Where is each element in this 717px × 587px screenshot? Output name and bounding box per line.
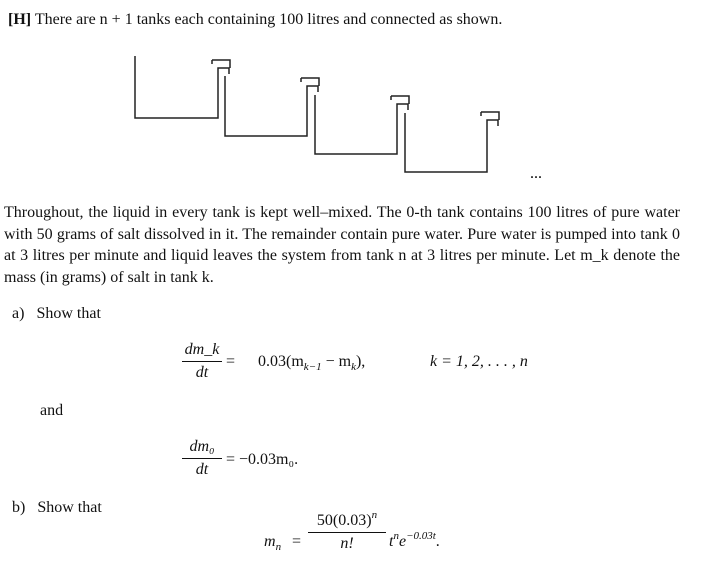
- eq3-tail: [389, 530, 440, 551]
- eq1-rhs-sub1: k−1: [303, 361, 322, 373]
- and-text: and: [40, 402, 64, 419]
- pipe-2: [391, 96, 409, 104]
- part-b-heading: [12, 499, 102, 517]
- eq1-equals: =: [226, 353, 236, 370]
- eq1-fraction: [182, 341, 222, 382]
- diagram-ellipsis: ...: [530, 165, 542, 182]
- eq3-lhs: [264, 533, 281, 551]
- problem-paragraph: [4, 202, 680, 288]
- paragraph-text: Throughout, the liquid in every tank is kept well–mixed. The 0-th tank contains 100 litres of pure water with 50 grams of salt dissolved in it. The remainder contain pure water. Pure water is pumped into tank 0 at 3 litres per minute and liquid leaves the system from tank n at 3 litres per minute. Let m_k denote the mass (in grams) of salt in tank k.: [4, 204, 680, 286]
- eq3-e-sup: −0.03t: [406, 530, 436, 542]
- problem-label: [H]: [8, 11, 32, 28]
- eq1-rhs-sub2: k: [351, 361, 356, 373]
- eq1-rhs-end: ),: [355, 353, 366, 370]
- eq3-e: e: [398, 533, 407, 550]
- eq3-num-base: 50(0.03): [316, 512, 372, 529]
- eq3-t-sup: n: [393, 530, 399, 542]
- eq2-fraction: [182, 438, 222, 479]
- eq1-rhs-coef: 0.03(m: [258, 353, 304, 370]
- eq2-rhs: = −0.03m₀.: [226, 451, 299, 468]
- eq1-numerator: dm_k: [182, 341, 222, 362]
- eq2-denominator: dt: [195, 461, 209, 478]
- eq3-numerator: [308, 509, 386, 533]
- part-b-text: Show that: [37, 499, 102, 516]
- tank-0: [135, 56, 229, 118]
- pipe-0: [212, 60, 230, 68]
- eq3-lhs-sub: n: [275, 541, 282, 553]
- eq3-denominator: n!: [340, 535, 354, 552]
- eq3-t: t: [389, 533, 394, 550]
- pipe-3: [481, 112, 499, 120]
- eq3-end: .: [435, 533, 440, 550]
- part-a-label: a): [12, 305, 25, 322]
- eq1-denominator: dt: [195, 364, 209, 381]
- tank-diagram: [0, 0, 717, 200]
- eq1-rhs-mid: − m: [321, 353, 352, 370]
- eq2-numerator: dm₀: [182, 438, 222, 459]
- eq3-num-sup: n: [371, 509, 378, 521]
- part-b-label: b): [12, 499, 26, 516]
- part-a-heading: [12, 305, 101, 323]
- tank-2: [315, 95, 408, 154]
- pipe-1: [301, 78, 319, 86]
- tank-1: [225, 76, 318, 136]
- eq3-equals: =: [292, 533, 302, 550]
- eq3-fraction: [308, 509, 386, 553]
- problem-intro: There are n + 1 tanks each containing 100 litres and connected as shown.: [34, 11, 503, 28]
- eq1-condition: k = 1, 2, . . . , n: [430, 353, 528, 370]
- part-a-text: Show that: [36, 305, 101, 322]
- tank-3: [405, 113, 498, 172]
- eq1-rhs: [258, 353, 365, 371]
- eq3-lhs-m: m: [264, 533, 276, 550]
